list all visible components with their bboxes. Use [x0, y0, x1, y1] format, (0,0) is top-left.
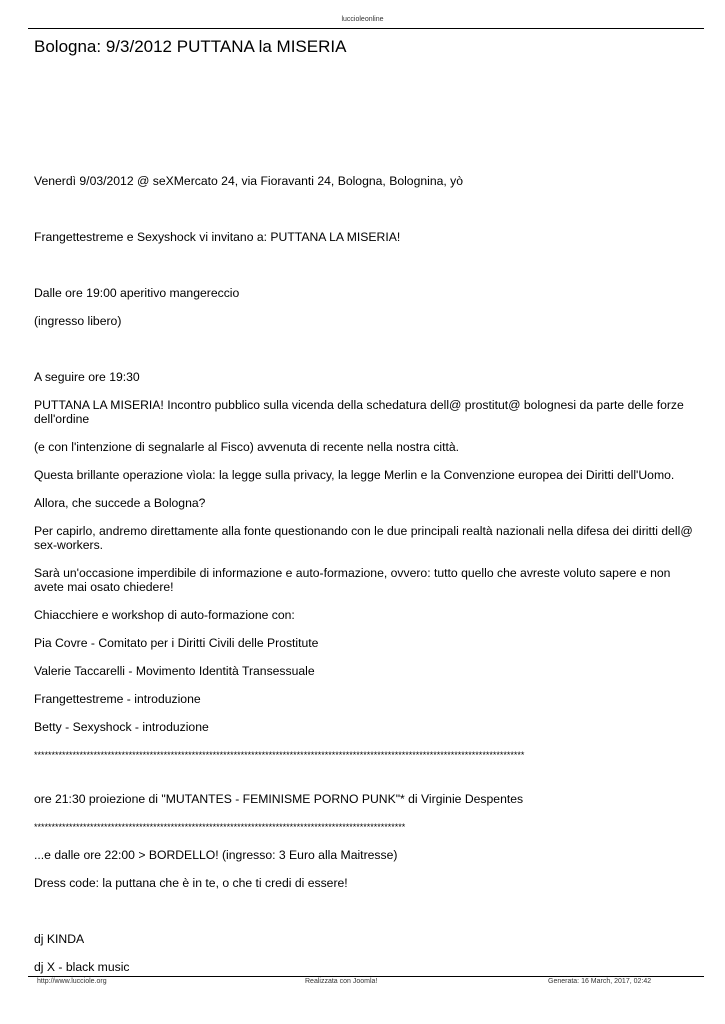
- footer-generated: Generata: 16 March, 2017, 02:42: [548, 978, 652, 985]
- speaker-item: Pia Covre - Comitato per i Diritti Civili delle Prostitute: [34, 636, 319, 650]
- workshop-intro: Chiacchiere e workshop di auto-formazione con:: [34, 608, 295, 622]
- free-entry-line: (ingresso libero): [34, 314, 122, 328]
- meeting-description: PUTTANA LA MISERIA! Incontro pubblico sulla vicenda della schedatura dell@ prostitut@ bolognesi da parte delle forze dell'ordine: [34, 398, 684, 426]
- dj-item: dj KINDA: [34, 932, 85, 946]
- dress-code-line: Dress code: la puttana che è in te, o che ti credi di essere!: [34, 876, 348, 890]
- header-divider: [28, 28, 704, 29]
- site-name: luccioleonline: [341, 16, 384, 23]
- violation-line: Questa brillante operazione vìola: la legge sulla privacy, la legge Merlin e la Convenzione europea dei Diritti dell'Uomo.: [34, 468, 675, 482]
- invitation-line: Frangettestreme e Sexyshock vi invitano a: PUTTANA LA MISERIA!: [34, 230, 401, 244]
- speaker-item: Frangettestreme - introduzione: [34, 692, 201, 706]
- dj-item: dj X - black music: [34, 960, 130, 974]
- speaker-item: Betty - Sexyshock - introduzione: [34, 720, 209, 734]
- screening-line: ore 21:30 proiezione di "MUTANTES - FEMINISME PORNO PUNK"* di Virginie Despentes: [34, 792, 524, 806]
- page-title: Bologna: 9/3/2012 PUTTANA la MISERIA: [34, 37, 347, 56]
- opportunity-line: Sarà un'occasione imperdibile di informazione e auto-formazione, ovvero: tutto quello che avreste voluto sapere e non avete mai osato chiedere!: [34, 566, 671, 594]
- separator-stars: **********************************************************************************************************: [34, 822, 406, 832]
- question-line: Allora, che succede a Bologna?: [34, 496, 206, 510]
- speaker-item: Valerie Taccarelli - Movimento Identità Transessuale: [34, 664, 315, 678]
- fisco-line: (e con l'intenzione di segnalarle al Fisco) avvenuta di recente nella nostra città.: [34, 440, 460, 454]
- followup-time-line: A seguire ore 19:30: [34, 370, 140, 384]
- footer-divider: [28, 976, 704, 977]
- event-date-location: Venerdì 9/03/2012 @ seXMercato 24, via Fioravanti 24, Bologna, Bolognina, yò: [34, 174, 464, 188]
- explanation-line: Per capirlo, andremo direttamente alla fonte questionando con le due principali realtà nazionali nella difesa dei diritti dell@ sex-workers.: [34, 524, 693, 552]
- party-line: ...e dalle ore 22:00 > BORDELLO! (ingresso: 3 Euro alla Maitresse): [34, 848, 398, 862]
- separator-stars: ********************************************************************************************************************************************: [34, 750, 525, 760]
- footer-made-with: Realizzata con Joomla!: [305, 978, 378, 985]
- footer-url[interactable]: http://www.lucciole.org: [37, 978, 107, 985]
- aperitivo-line: Dalle ore 19:00 aperitivo mangereccio: [34, 286, 240, 300]
